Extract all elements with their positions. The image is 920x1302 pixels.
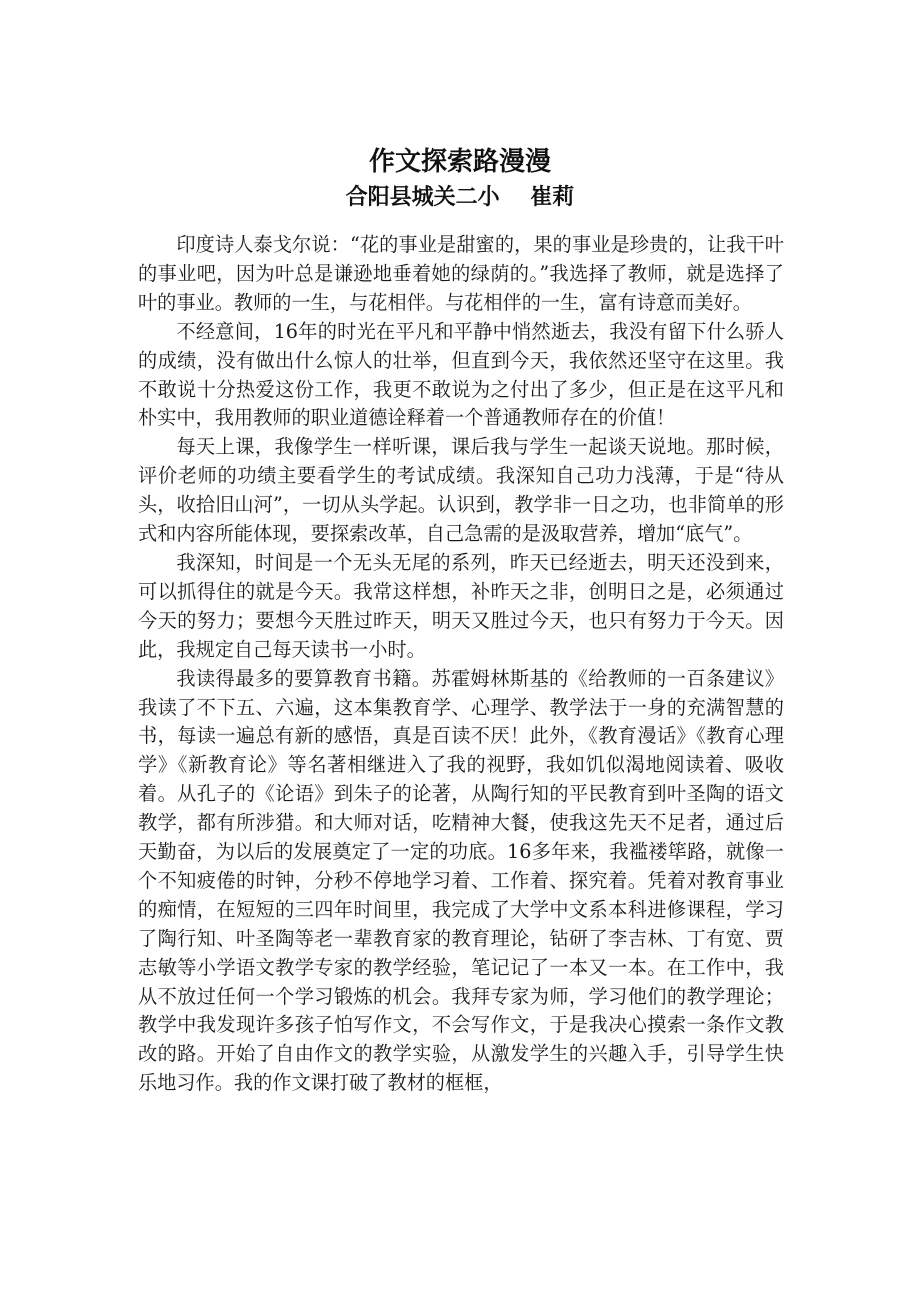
- paragraph: 每天上课，我像学生一样听课，课后我与学生一起谈天说地。那时候，评价老师的功绩主要看学生的考试成绩。我深知自己功力浅薄，于是“待从头，收拾旧山河”，一切从头学起。认识到，教学非一日之功，也非简单的形式和内容所能体现，要探索改革，自己急需的是汲取营养，增加“底气”。: [138, 435, 784, 546]
- document-author-line: 合阳县城关二小 崔莉: [345, 184, 575, 210]
- paragraph: 不经意间，16年的时光在平凡和平静中悄然逝去，我没有留下什么骄人的成绩，没有做出什么惊人的壮举，但直到今天，我依然还坚守在这里。我不敢说十分热爱这份工作，我更不敢说为之付出了多少，但正是在这平凡和朴实中，我用教师的职业道德诠释着一个普通教师存在的价值！: [138, 319, 784, 430]
- paragraph: 我深知，时间是一个无头无尾的系列，昨天已经逝去，明天还没到来，可以抓得住的就是今天。我常这样想，补昨天之非，创明日之是，必须通过今天的努力；要想今天胜过昨天，明天又胜过今天，也只有努力于今天。因此，我规定自己每天读书一小时。: [138, 550, 784, 661]
- document-title: 作文探索路漫漫: [368, 147, 551, 177]
- paragraph: 我读得最多的要算教育书籍。苏霍姆林斯基的《给教师的一百条建议》我读了不下五、六遍，这本集教育学、心理学、教学法于一身的充满智慧的书，每读一遍总有新的感悟，真是百读不厌！此外，《教育漫话》《教育心理学》《新教育论》等名著相继进入了我的视野，我如饥似渴地阅读着、吸收着。从孔子的《论语》到朱子的论著，从陶行知的平民教育到叶圣陶的语文教学，都有所涉猎。和大师对话，吃精神大餐，使我这先天不足者，通过后天勤奋，为以后的发展奠定了一定的功底。16多年来，我褴褛筚路，就像一个不知疲倦的时钟，分秒不停地学习着、工作着、探究着。凭着对教育事业的痴情，在短短的三四年时间里，我完成了大学中文系本科进修课程，学习了陶行知、叶圣陶等老一辈教育家的教育理论，钻研了李吉林、丁有宽、贾志敏等小学语文教学专家的教学经验，笔记记了一本又一本。在工作中，我从不放过任何一个学习锻炼的机会。我拜专家为师，学习他们的教学理论；教学中我发现许多孩子怕写作文，不会写作文，于是我决心摸索一条作文教改的路。开始了自由作文的教学实验，从激发学生的兴趣入手，引导学生快乐地习作。我的作文课打破了教材的框框，: [138, 666, 784, 1095]
- paragraph: 印度诗人泰戈尔说：“花的事业是甜蜜的，果的事业是珍贵的，让我干叶的事业吧，因为叶总是谦逊地垂着她的绿荫的。”我选择了教师，就是选择了叶的事业。教师的一生，与花相伴。与花相伴的一生，富有诗意而美好。: [138, 233, 784, 314]
- document-body: [138, 231, 784, 1098]
